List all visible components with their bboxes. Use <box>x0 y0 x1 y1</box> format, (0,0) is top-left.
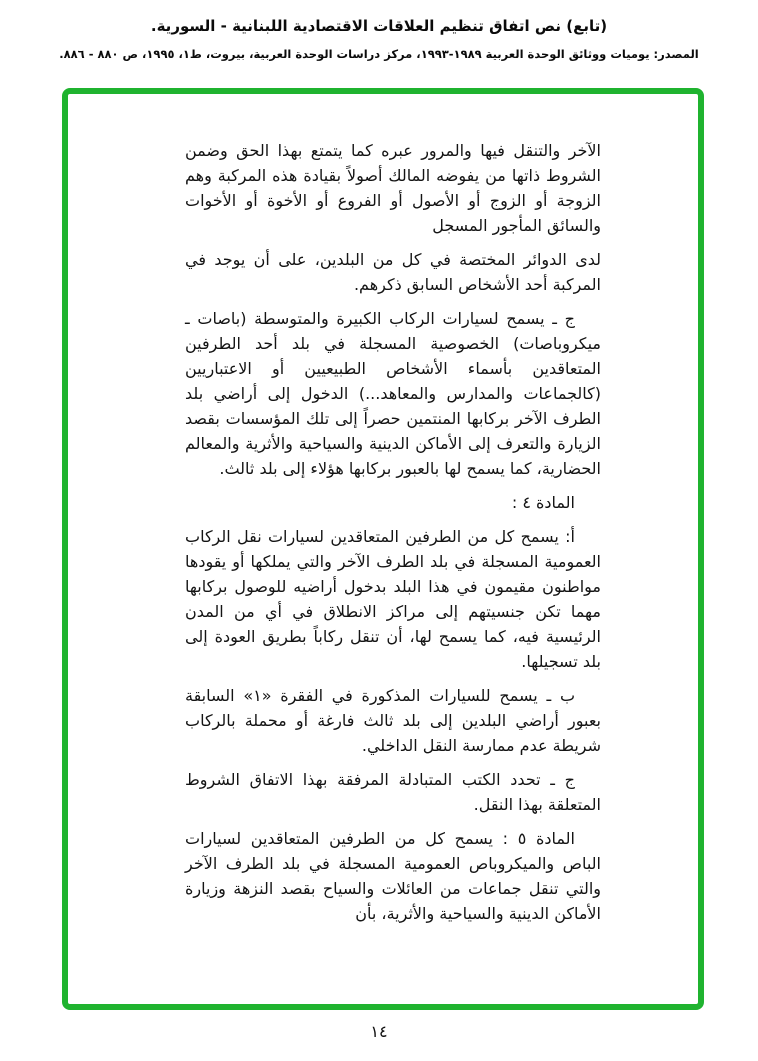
body-paragraph: لدى الدوائر المختصة في كل من البلدين، على أن يوجد في المركبة أحد الأشخاص السابق ذكرهم. <box>185 250 601 294</box>
source-citation-line: المصدر: يوميات ووثائق الوحدة العربية ١٩٨٩-١٩٩٣، مركز دراسات الوحدة العربية، بيروت، ط١، ١٩٩٥، ص ٨٨٠ - ٨٨٦. <box>59 47 699 61</box>
body-paragraph: أ: يسمح كل من الطرفين المتعاقدين لسيارات نقل الركاب العمومية المسجلة في بلد الطرف الآخر والتي يملكها أو يقودها مواطنون مقيمون في هذا البلد بدخول أراضيه للوصول بركابها مهما تكن جنسيتهم إلى مراكز الانطلاق في أي من المدن الرئيسية فيه، كما يسمح لها، أن تنقل ركاباً بطريق العودة إلى بلد تسجيلها. <box>185 527 601 671</box>
body-paragraph: المادة ٥ : يسمح كل من الطرفين المتعاقدين لسيارات الباص والميكروباص العمومية المسجلة في بلد الطرف الآخر والتي تنقل جماعات من العائلات والسياح بقصد النزهة وزيارة الأماكن الدينية والسياحية والأثرية، بأن <box>185 829 601 923</box>
body-paragraph: ج ـ يسمح لسيارات الركاب الكبيرة والمتوسطة (باصات ـ ميكروباصات) الخصوصية المسجلة في بلد أحد الطرفين المتعاقدين بأسماء الأشخاص الطبيعيين أو الاعتباريين (كالجماعات والمدارس والمعاهد...) الدخول إلى أراضي بلد الطرف الآخر بركابها المنتمين حصراً إلى تلك المؤسسات بقصد الزيارة والتعرف إلى الأماكن الدينية والسياحية والأثرية والمعالم الحضارية، كما يسمح لها بالعبور بركابها هؤلاء إلى بلد ثالث. <box>185 309 601 478</box>
body-paragraph: ج ـ تحدد الكتب المتبادلة المرفقة بهذا الاتفاق الشروط المتعلقة بهذا النقل. <box>185 770 601 814</box>
page-title: (تابع) نص اتفاق تنظيم العلاقات الاقتصادية اللبنانية - السورية. <box>150 17 608 35</box>
body-paragraph: الآخر والتنقل فيها والمرور عبره كما يتمتع بهذا الحق وضمن الشروط ذاتها من يفوضه المالك أصولاً بقيادة هذه المركبة وهم الزوجة أو الزوج أو الأصول أو الفروع أو الأخوة أو الأخوات والسائق المأجور المسجل <box>185 141 601 235</box>
body-paragraph: ب ـ يسمح للسيارات المذكورة في الفقرة «١» السابقة بعبور أراضي البلدين إلى بلد ثالث فارغة أو محملة بالركاب شريطة عدم ممارسة النقل الداخلي. <box>185 686 601 755</box>
article-heading: المادة ٤ : <box>511 493 575 512</box>
document-text <box>185 138 601 935</box>
document-frame-border <box>62 88 704 1010</box>
page-number: ١٤ <box>370 1022 388 1041</box>
